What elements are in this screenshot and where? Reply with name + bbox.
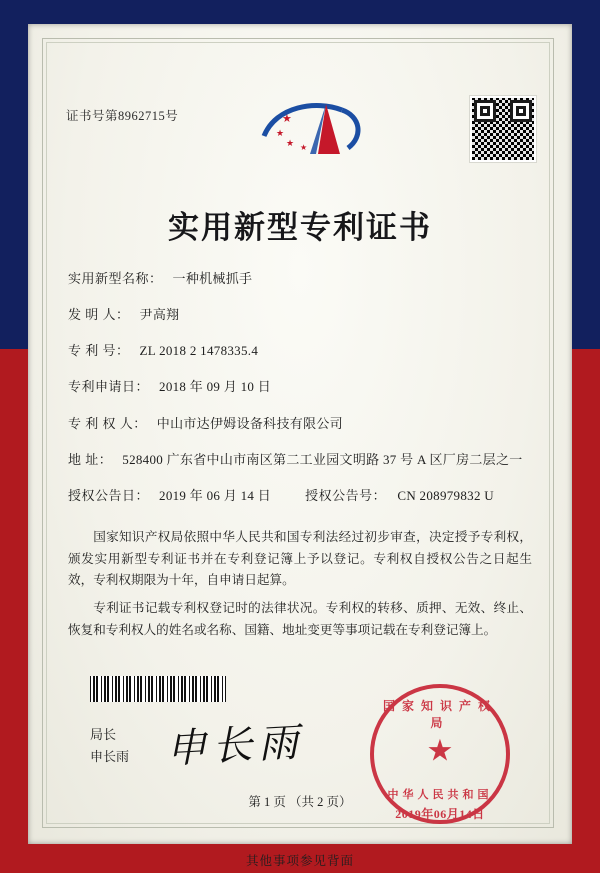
body-text bbox=[68, 527, 532, 647]
field-label: 专 利 号： bbox=[68, 343, 130, 359]
grant-date-value: 2019 年 06 月 14 日 bbox=[159, 487, 272, 503]
grant-date-label: 授权公告日： bbox=[68, 487, 150, 503]
field-label: 专 利 权 人： bbox=[68, 415, 147, 431]
barcode-icon bbox=[90, 676, 226, 702]
director-title-label: 局长 bbox=[90, 727, 117, 742]
field-label: 专利申请日： bbox=[68, 379, 150, 395]
patent-office-emblem-icon bbox=[256, 96, 376, 162]
field-value: 尹高翔 bbox=[139, 307, 180, 323]
field-row bbox=[68, 414, 536, 434]
paragraph: 专利证书记载专利权登记时的法律状况。专利权的转移、质押、无效、终止、恢复和专利权人的姓名或名称、国籍、地址变更等事项记载在专利登记簿上。 bbox=[68, 600, 532, 637]
field-label: 发 明 人： bbox=[68, 307, 130, 323]
field-label: 实用新型名称： bbox=[68, 271, 163, 286]
page-title: 实用新型专利证书 bbox=[168, 210, 432, 246]
footer-note: 其他事项参见背面 bbox=[245, 854, 354, 868]
grant-row bbox=[68, 486, 536, 506]
svg-text:★: ★ bbox=[300, 143, 308, 152]
frame-left-band bbox=[0, 0, 30, 873]
field-value: 中山市达伊姆设备科技有限公司 bbox=[156, 415, 343, 431]
signature-labels bbox=[90, 724, 129, 768]
handwritten-signature: 申长雨 bbox=[165, 719, 306, 773]
field-row bbox=[68, 377, 536, 397]
seal-top-text: 国家知识产权局 bbox=[382, 699, 497, 730]
page-number: 第 1 页 （共 2 页） bbox=[248, 795, 352, 809]
field-value: 一种机械抓手 bbox=[172, 271, 253, 286]
field-list bbox=[68, 269, 536, 522]
field-label: 地 址： bbox=[68, 451, 113, 467]
seal-date: 2019年06月14日 bbox=[395, 807, 485, 821]
grant-number-value: CN 208979832 U bbox=[397, 487, 494, 503]
field-row bbox=[68, 305, 536, 325]
certificate-paper bbox=[28, 24, 572, 844]
field-value: 2018 年 09 月 10 日 bbox=[159, 379, 272, 395]
grant-number-label: 授权公告号： bbox=[305, 487, 387, 503]
svg-text:★: ★ bbox=[286, 138, 295, 148]
field-value: ZL 2018 2 1478335.4 bbox=[139, 343, 259, 359]
frame-right-band bbox=[570, 0, 600, 873]
seal-star-icon: ★ bbox=[426, 734, 454, 768]
director-name-label: 申长雨 bbox=[90, 749, 130, 765]
svg-text:★: ★ bbox=[276, 128, 285, 138]
field-row bbox=[68, 341, 536, 361]
qr-code-icon bbox=[470, 96, 536, 162]
field-value: 528400 广东省中山市南区第二工业园文明路 37 号 A 区厂房二层之一 bbox=[122, 451, 523, 467]
paragraph: 国家知识产权局依照中华人民共和国专利法经过初步审查，决定授予专利权，颁发实用新型专利证书并在专利登记簿上予以登记。专利权自授权公告之日起生效，专利权期限为十年，自申请日起算。 bbox=[68, 530, 532, 588]
svg-text:★: ★ bbox=[282, 113, 292, 125]
seal-bottom-text: 中华人民共和国 bbox=[387, 789, 493, 801]
field-row bbox=[68, 269, 536, 289]
field-row bbox=[68, 450, 536, 470]
certificate-number: 证书号第8962715号 bbox=[66, 109, 179, 123]
